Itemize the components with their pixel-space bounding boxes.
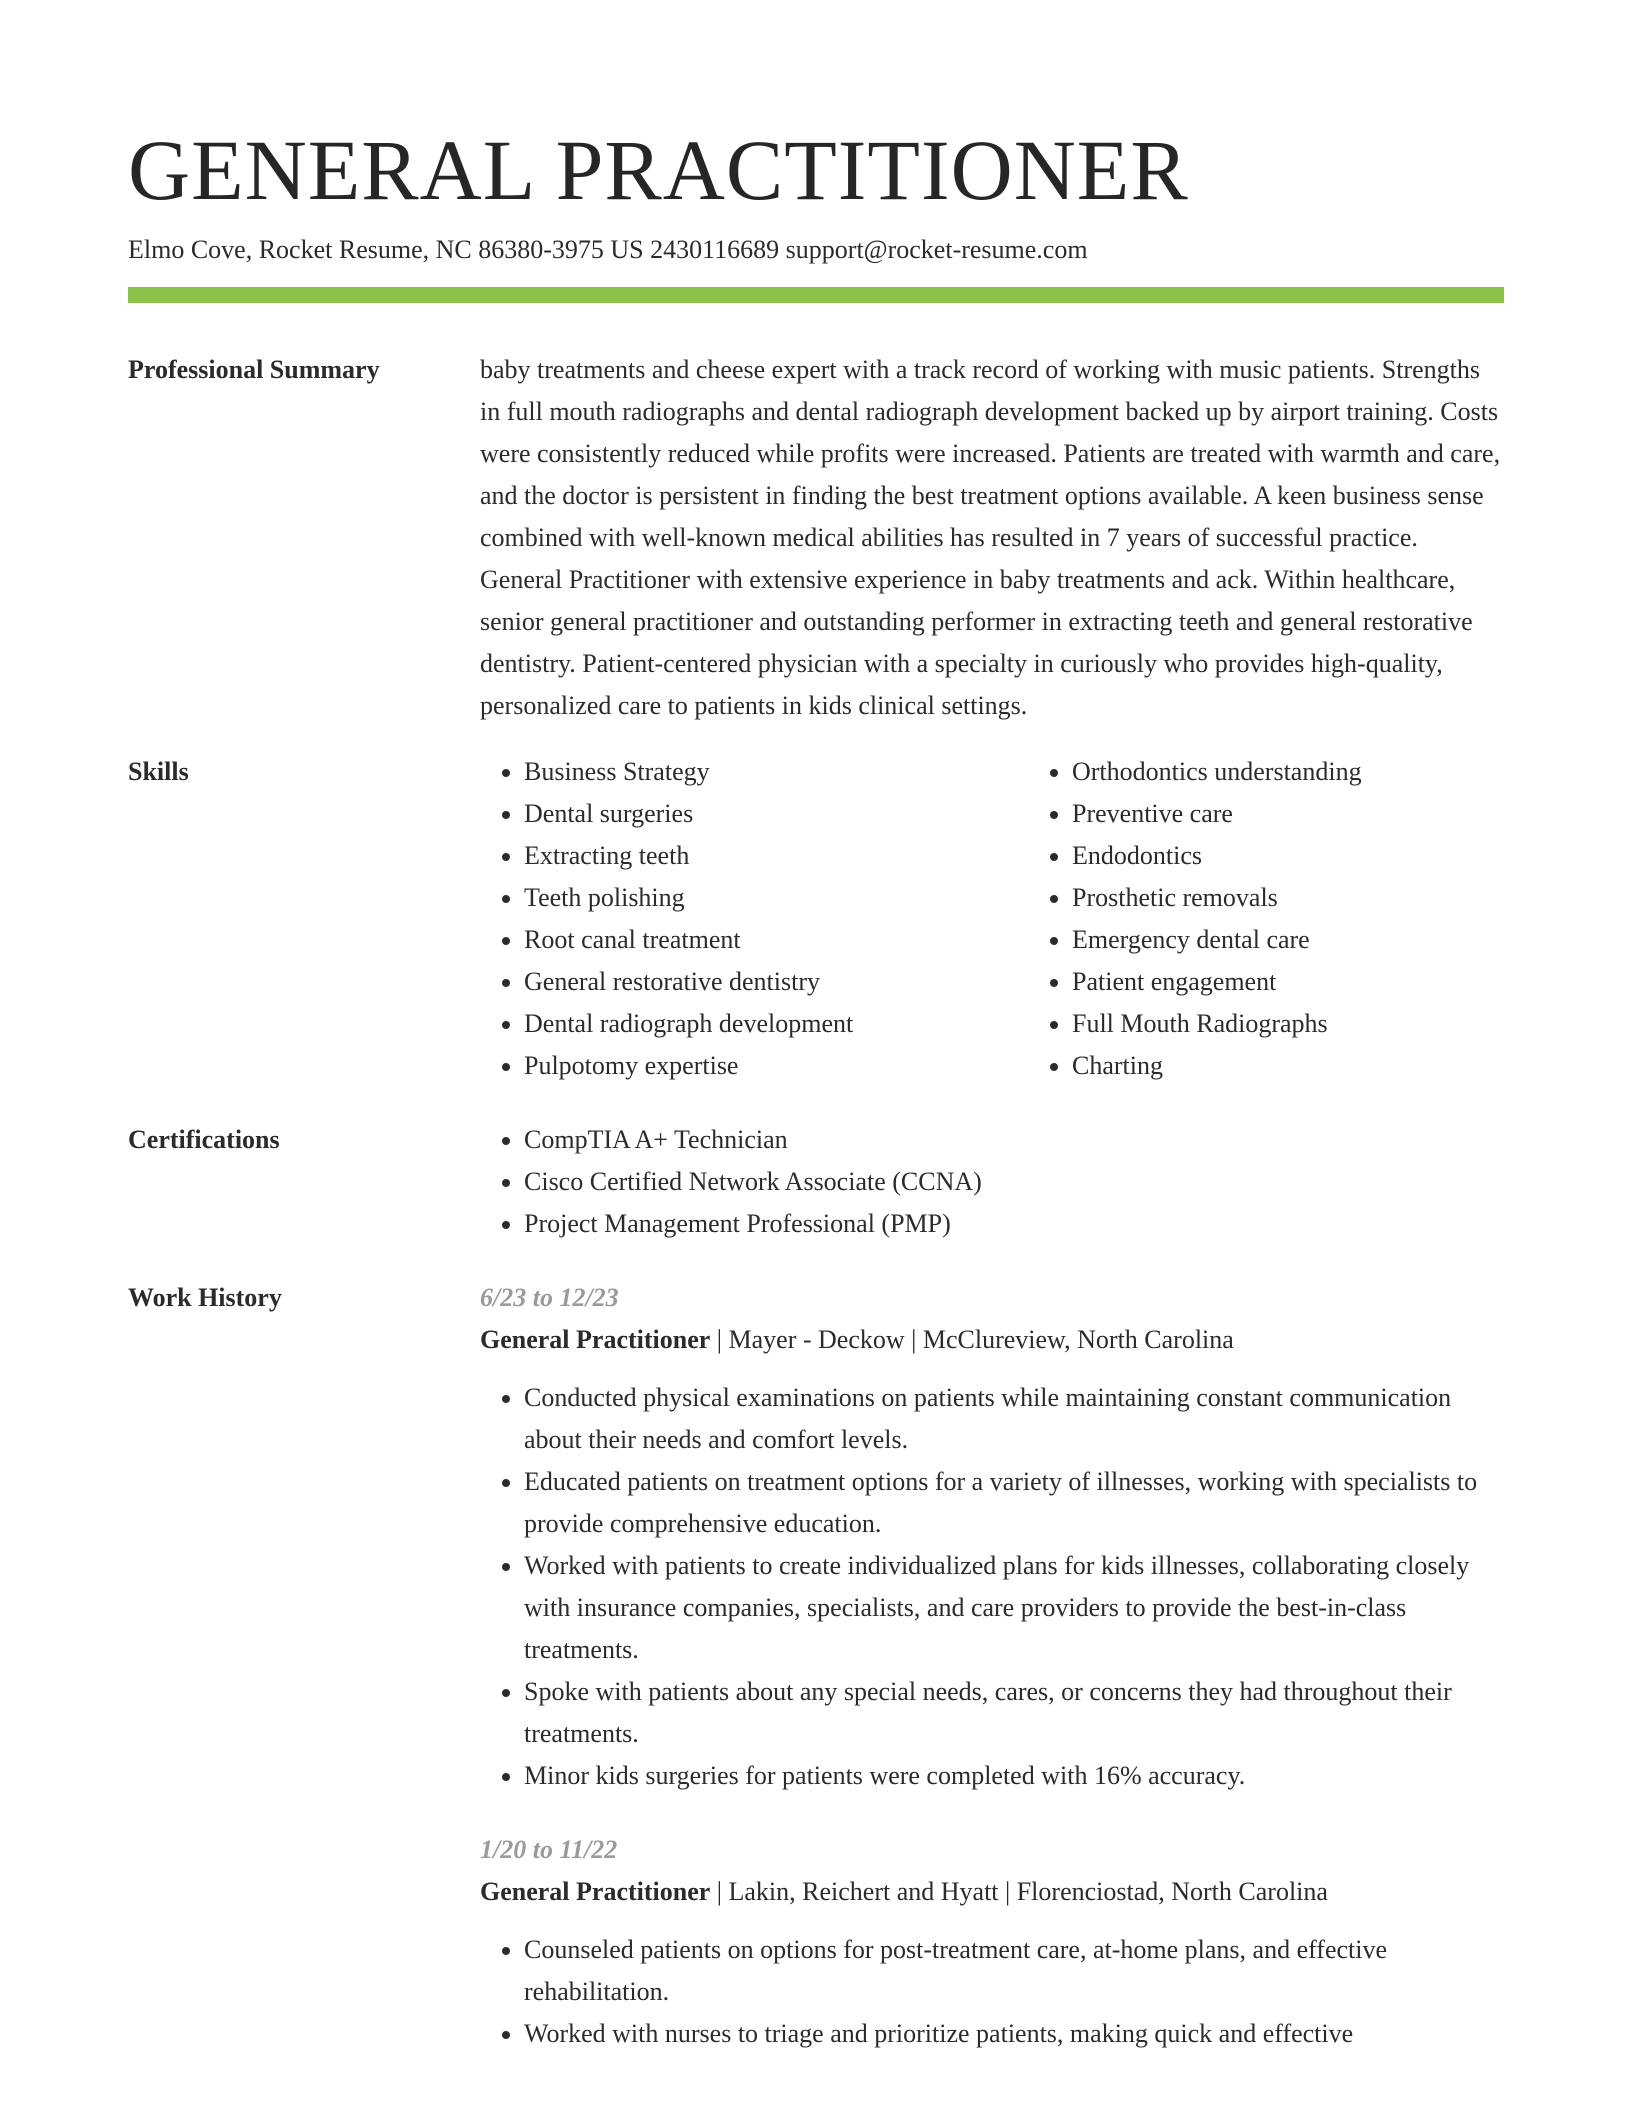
job-role: General Practitioner bbox=[480, 1877, 711, 1906]
job-bullet: • Educated patients on treatment options for a variety of illnesses, working with specialists to provide comprehensive education. bbox=[524, 1461, 1504, 1545]
skill-item: • Emergency dental care bbox=[1072, 919, 1576, 961]
certifications-list bbox=[480, 1119, 1504, 1245]
skills-section bbox=[128, 751, 1504, 1087]
skill-item: • Extracting teeth bbox=[524, 835, 1028, 877]
certification-item: • Project Management Professional (PMP) bbox=[524, 1203, 1504, 1245]
skill-item: • Business Strategy bbox=[524, 751, 1028, 793]
section-title-certifications: Certifications bbox=[128, 1125, 280, 1154]
summary-text: baby treatments and cheese expert with a track record of working with music patients. Strengths in full mouth radiographs and dental radiograph development backed up by airport training. Costs were consistently reduced while profits were increased. Patients are treated with warmth and care, and the doctor is persistent in finding the best treatment options available. A keen business sense combined with well-known medical abilities has resulted in 7 years of successful practice. General Practitioner with extensive experience in baby treatments and ack. Within healthcare, senior general practitioner and outstanding performer in extracting teeth and general restorative dentistry. Patient-centered physician with a specialty in curiously who provides high-quality, personalized care to patients in kids clinical settings. bbox=[480, 355, 1501, 720]
job-role: General Practitioner bbox=[480, 1325, 711, 1354]
job-bullet: • Conducted physical examinations on patients while maintaining constant communication about their needs and comfort levels. bbox=[524, 1377, 1504, 1461]
job-title-line bbox=[480, 1871, 1504, 1913]
job-title-line bbox=[480, 1319, 1504, 1361]
job-bullet: • Worked with patients to create individualized plans for kids illnesses, collaborating closely with insurance companies, specialists, and care providers to provide the best-in-class treatments. bbox=[524, 1545, 1504, 1671]
skill-item: • Charting bbox=[1072, 1045, 1576, 1087]
skill-item: • Prosthetic removals bbox=[1072, 877, 1576, 919]
skill-item: • Teeth polishing bbox=[524, 877, 1028, 919]
resume-name: GENERAL PRACTITIONER bbox=[128, 122, 1189, 218]
section-title-summary: Professional Summary bbox=[128, 355, 380, 384]
contact-line: Elmo Cove, Rocket Resume, NC 86380-3975 US 2430116689 support@rocket-resume.com bbox=[128, 235, 1088, 264]
skill-item: • Root canal treatment bbox=[524, 919, 1028, 961]
certifications-section bbox=[128, 1119, 1504, 1245]
skill-item: • Dental surgeries bbox=[524, 793, 1028, 835]
skill-item: • Full Mouth Radiographs bbox=[1072, 1003, 1576, 1045]
accent-divider bbox=[128, 287, 1504, 303]
job-bullets bbox=[480, 1377, 1504, 1797]
skills-list-right bbox=[1028, 751, 1576, 1087]
skill-item: • Pulpotomy expertise bbox=[524, 1045, 1028, 1087]
job-entry bbox=[480, 1277, 1504, 1797]
job-bullet: • Worked with nurses to triage and prioritize patients, making quick and effective bbox=[524, 2013, 1504, 2055]
job-bullet: • Spoke with patients about any special needs, cares, or concerns they had throughout their treatments. bbox=[524, 1671, 1504, 1755]
skill-item: • Orthodontics understanding bbox=[1072, 751, 1576, 793]
job-bullet: • Minor kids surgeries for patients were completed with 16% accuracy. bbox=[524, 1755, 1504, 1797]
job-dates: 6/23 to 12/23 bbox=[480, 1283, 619, 1312]
certification-item: • CompTIA A+ Technician bbox=[524, 1119, 1504, 1161]
section-title-work-history: Work History bbox=[128, 1283, 282, 1312]
job-bullet: • Counseled patients on options for post-treatment care, at-home plans, and effective rehabilitation. bbox=[524, 1929, 1504, 2013]
job-details: | Lakin, Reichert and Hyatt | Florenciostad, North Carolina bbox=[710, 1877, 1328, 1906]
skill-item: • General restorative dentistry bbox=[524, 961, 1028, 1003]
skills-list-left bbox=[480, 751, 1028, 1087]
work-history-section bbox=[128, 1277, 1504, 2055]
job-bullets bbox=[480, 1929, 1504, 2055]
resume-page bbox=[128, 118, 1504, 2055]
certification-item: • Cisco Certified Network Associate (CCNA) bbox=[524, 1161, 1504, 1203]
skill-item: • Dental radiograph development bbox=[524, 1003, 1028, 1045]
job-entry bbox=[480, 1829, 1504, 2055]
summary-section bbox=[128, 349, 1504, 727]
job-dates: 1/20 to 11/22 bbox=[480, 1835, 618, 1864]
skill-item: • Endodontics bbox=[1072, 835, 1576, 877]
skill-item: • Patient engagement bbox=[1072, 961, 1576, 1003]
job-details: | Mayer - Deckow | McClureview, North Carolina bbox=[710, 1325, 1234, 1354]
skill-item: • Preventive care bbox=[1072, 793, 1576, 835]
section-title-skills: Skills bbox=[128, 757, 189, 786]
